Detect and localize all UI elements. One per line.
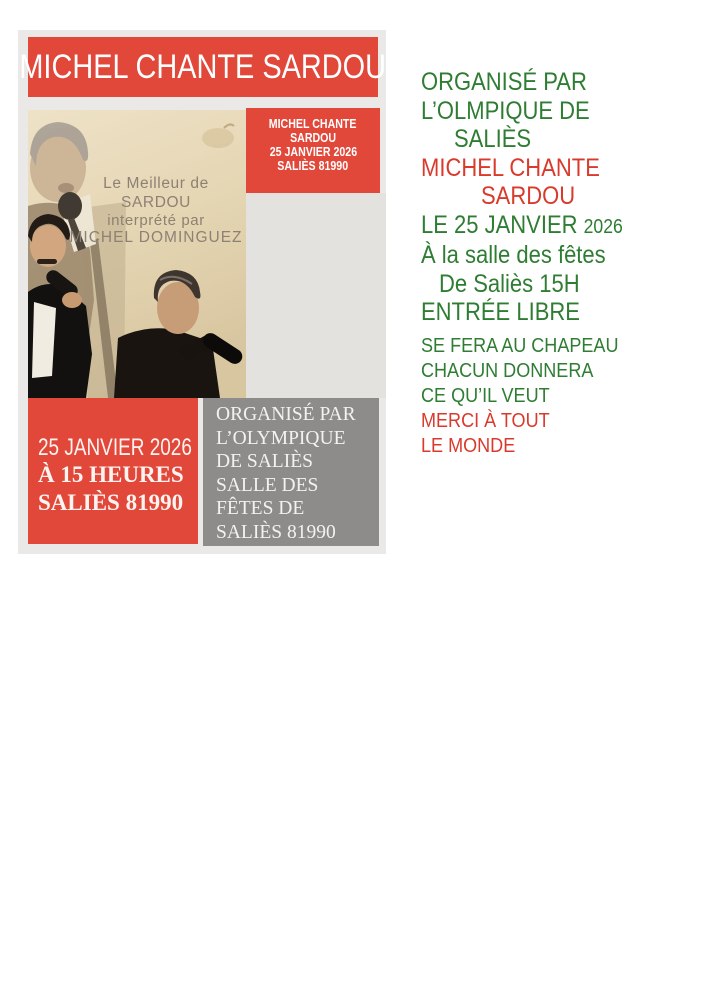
poster-title: MICHEL CHANTE SARDOU bbox=[19, 47, 387, 86]
organizer-box-line: L’OLYMPIQUE bbox=[216, 427, 346, 449]
event-info-box bbox=[246, 108, 380, 193]
date-box-line: À 15 HEURES bbox=[38, 462, 184, 487]
announcement-line: CHACUN DONNERA bbox=[421, 358, 594, 382]
organizer-box-line: DE SALIÈS bbox=[216, 451, 313, 473]
date-box bbox=[28, 398, 198, 544]
singers-photo-illustration bbox=[28, 110, 246, 398]
photo-caption-line: MICHEL DOMINGUEZ bbox=[69, 229, 243, 246]
poster-photo bbox=[28, 110, 246, 398]
info-box-line: MICHEL CHANTE bbox=[269, 117, 357, 131]
organizer-box-line: ORGANISÉ PAR bbox=[216, 404, 356, 425]
organizer-box-line: FÊTES DE bbox=[216, 498, 305, 520]
announcement-line: CE QU’IL VEUT bbox=[421, 383, 550, 407]
date-box-line: SALIÈS 81990 bbox=[38, 490, 184, 515]
announcement-line: SE FERA AU CHAPEAU bbox=[421, 333, 619, 357]
announcement-text bbox=[421, 68, 701, 458]
announcement-line: ORGANISÉ PAR bbox=[421, 68, 587, 96]
photo-side-panel bbox=[246, 193, 386, 398]
announcement-line: MERCI À TOUT bbox=[421, 408, 550, 432]
announcement-line: SALIÈS bbox=[454, 125, 532, 153]
announcement-line: LE MONDE bbox=[421, 433, 516, 457]
photo-caption bbox=[66, 174, 246, 246]
photo-caption-line: interprété par bbox=[107, 212, 205, 229]
photo-caption-line: Le Meilleur de SARDOU bbox=[103, 175, 209, 211]
announcement-line: MICHEL CHANTE bbox=[421, 153, 600, 182]
organizer-box-line: SALLE DES bbox=[216, 474, 319, 496]
announcement-line: LE 25 JANVIER 2026 bbox=[421, 210, 623, 239]
organizer-box-line: SALIÈS 81990 bbox=[216, 521, 336, 543]
info-box-line: 25 JANVIER 2026 bbox=[269, 145, 357, 159]
year-text: 2026 bbox=[583, 215, 623, 238]
announcement-line: À la salle des fêtes bbox=[421, 241, 606, 269]
announcement-line: De Saliès 15H bbox=[439, 269, 580, 298]
announcement-line: SARDOU bbox=[481, 182, 576, 210]
organizer-box bbox=[203, 398, 379, 546]
date-box-line: 25 JANVIER 2026 bbox=[38, 434, 192, 461]
event-poster bbox=[18, 30, 386, 554]
announcement-line: ENTRÉE LIBRE bbox=[421, 298, 580, 326]
poster-title-banner bbox=[19, 37, 387, 97]
info-box-line: SALIÈS 81990 bbox=[277, 159, 349, 173]
info-box-line: SARDOU bbox=[289, 131, 337, 145]
announcement-line: L’OLMPIQUE DE bbox=[421, 96, 590, 125]
